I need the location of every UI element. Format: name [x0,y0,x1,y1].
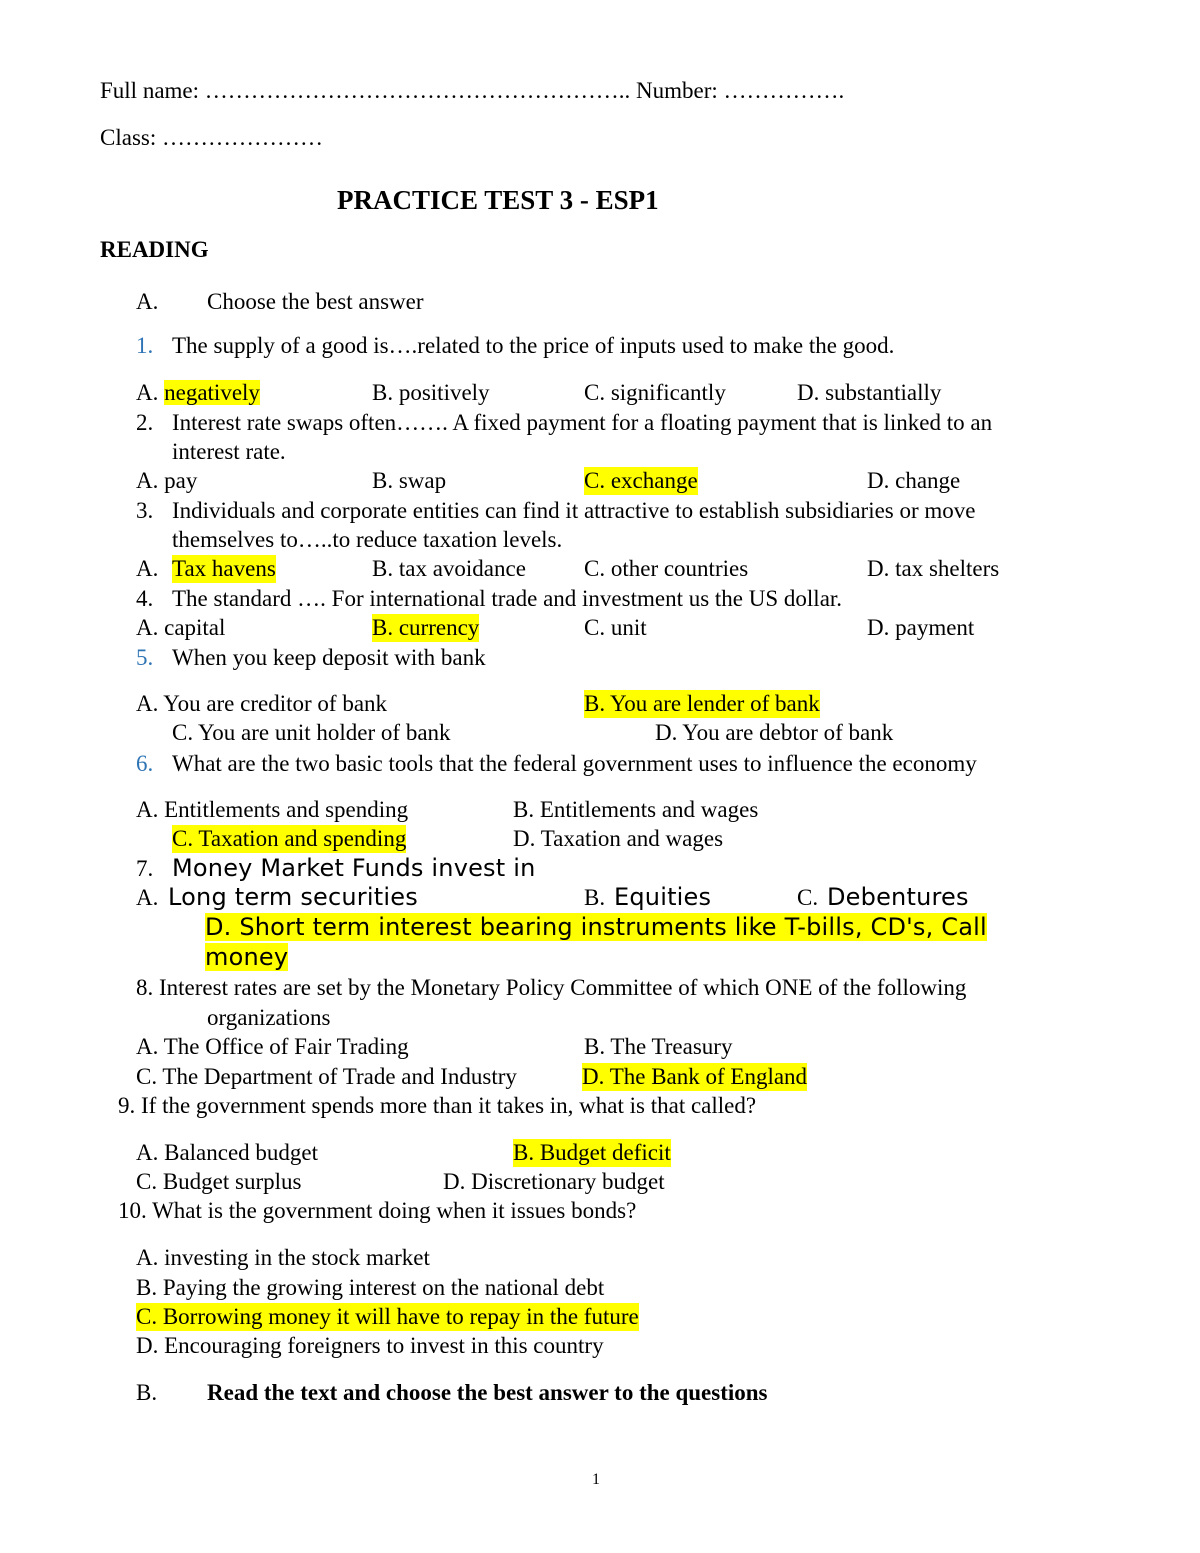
q6-option-a: A. Entitlements and spending [136,797,409,822]
q6-option-c-answer: C. Taxation and spending [172,826,407,851]
q3-text-line2: themselves to…..to reduce taxation levels. [172,527,563,552]
q7-text: Money Market Funds invest in [172,854,536,882]
q4-option-b-answer: B. currency [372,615,480,640]
q6-option-d: D. Taxation and wages [513,826,724,851]
full-name-line: Full name: ……………………………………………….. Number: ……………. [100,78,845,103]
q3-option-b: B. tax avoidance [372,556,526,581]
q4-option-a: A. capital [136,615,226,640]
q2-text-line1: Interest rate swaps often……. A fixed payment for a floating payment that is linked to an [172,410,993,435]
q8-option-b: B. The Treasury [584,1034,733,1059]
q8-option-a: A. The Office of Fair Trading [136,1034,409,1059]
q7-option-a-letter: A. [136,885,159,910]
q10-option-a: A. investing in the stock market [136,1245,430,1270]
q1-option-c: C. significantly [584,380,726,405]
q4-number: 4. [136,586,154,611]
part-a-title: Choose the best answer [207,289,424,314]
q5-option-a: A. You are creditor of bank [136,691,388,716]
q10-option-d: D. Encouraging foreigners to invest in this country [136,1333,604,1358]
q9-text: 9. If the government spends more than it takes in, what is that called? [118,1093,757,1118]
q1-option-a: A. negatively [136,380,260,405]
q2-option-a: A. pay [136,468,198,493]
q10-option-c-answer: C. Borrowing money it will have to repay in the future [136,1304,639,1329]
q3-option-a-answer: Tax havens [172,556,276,581]
part-b-letter: B. [136,1380,158,1405]
q7-number: 7. [136,856,154,881]
q9-option-d: D. Discretionary budget [443,1169,665,1194]
part-b-title: Read the text and choose the best answer to the questions [207,1380,768,1405]
q7-option-b-letter: B. [584,885,606,910]
q10-option-b: B. Paying the growing interest on the national debt [136,1275,605,1300]
page-title: PRACTICE TEST 3 - ESP1 [337,185,659,215]
q2-number: 2. [136,410,154,435]
q4-option-c: C. unit [584,615,647,640]
q9-option-a: A. Balanced budget [136,1140,319,1165]
q6-option-b: B. Entitlements and wages [513,797,759,822]
q3-option-d: D. tax shelters [867,556,1000,581]
q1-option-d: D. substantially [797,380,942,405]
q7-option-c: Debentures [827,883,969,911]
q8-text-line1: 8. Interest rates are set by the Monetary Policy Committee of which ONE of the following [136,975,967,1000]
q5-option-d: D. You are debtor of bank [655,720,894,745]
q4-option-d: D. payment [867,615,975,640]
q8-option-d-answer: D. The Bank of England [582,1064,808,1089]
q1-text: The supply of a good is….related to the price of inputs used to make the good. [172,333,895,358]
q5-option-c: C. You are unit holder of bank [172,720,451,745]
q8-option-c: C. The Department of Trade and Industry [136,1064,517,1089]
q6-text: What are the two basic tools that the federal government uses to influence the economy [172,751,977,776]
q8-text-line2: organizations [207,1005,331,1030]
page-number: 1 [592,1471,600,1488]
q9-option-c: C. Budget surplus [136,1169,302,1194]
q3-option-a-letter: A. [136,556,159,581]
q7-option-c-letter: C. [797,885,819,910]
q1-number: 1. [136,333,154,358]
q6-number: 6. [136,751,154,776]
part-a-letter: A. [136,289,159,314]
q9-option-b-answer: B. Budget deficit [513,1140,671,1165]
q5-text: When you keep deposit with bank [172,645,486,670]
q7-option-b: Equities [614,883,712,911]
q2-option-c-answer: C. exchange [584,468,698,493]
q2-text-line2: interest rate. [172,439,286,464]
q7-option-a: Long term securities [168,883,418,911]
q7-option-d-answer-line2: money [205,943,289,971]
class-line: Class: ………………… [100,125,323,150]
q3-number: 3. [136,498,154,523]
q2-option-d: D. change [867,468,961,493]
q4-text: The standard …. For international trade and investment us the US dollar. [172,586,843,611]
section-heading-reading: READING [100,237,209,262]
q1-answer-highlight: negatively [164,380,260,405]
q3-text-line1: Individuals and corporate entities can find it attractive to establish subsidiaries or move [172,498,976,523]
q5-number: 5. [136,645,154,670]
q3-option-c: C. other countries [584,556,749,581]
q5-option-b-answer: B. You are lender of bank [584,691,820,716]
q2-option-b: B. swap [372,468,447,493]
q10-text: 10. What is the government doing when it issues bonds? [118,1198,637,1223]
q7-option-d-answer-line1: D. Short term interest bearing instruments like T-bills, CD's, Call [205,913,987,941]
q1-option-b: B. positively [372,380,490,405]
